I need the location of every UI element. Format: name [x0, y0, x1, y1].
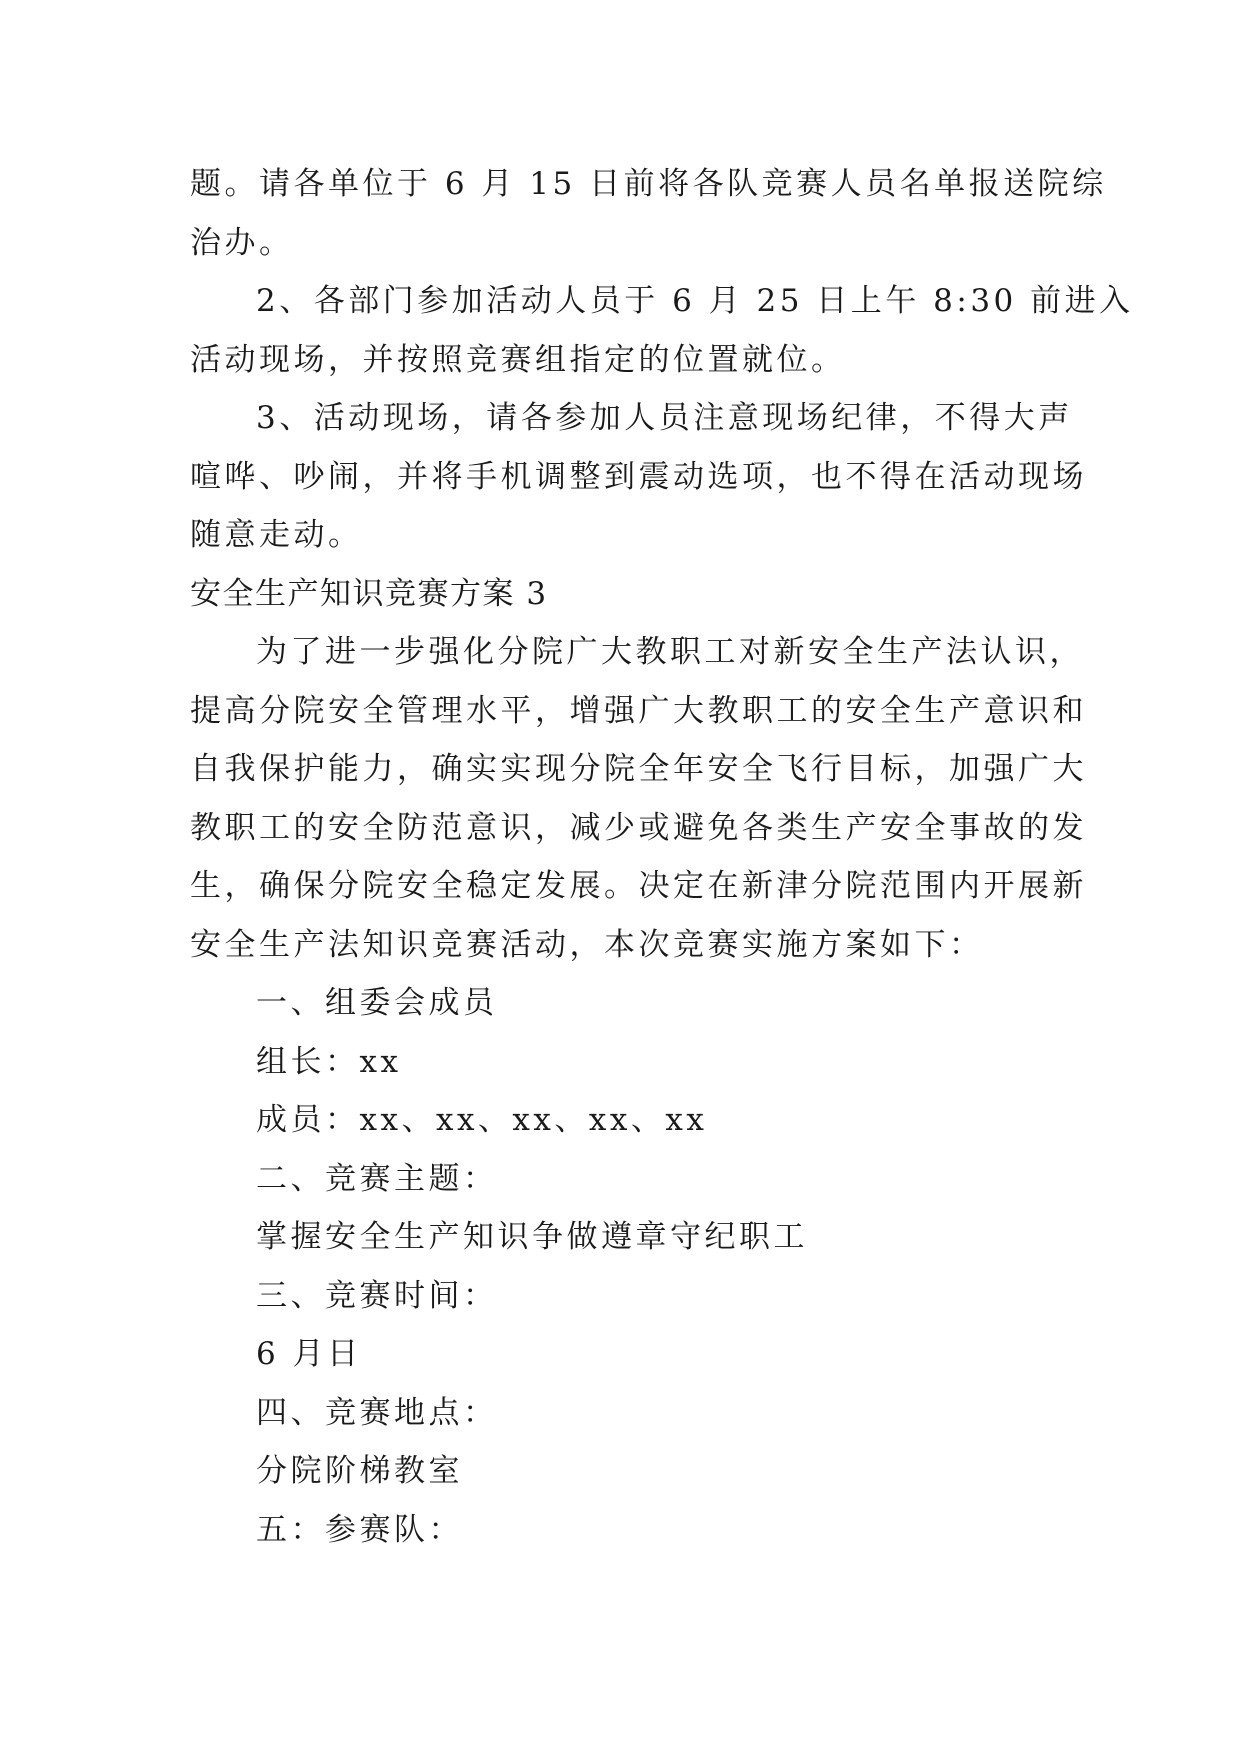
document-body	[190, 155, 1134, 1559]
text-line: 题。请各单位于 6 月 15 日前将各队竞赛人员名单报送院综	[190, 166, 1107, 202]
text-line: 喧哗、吵闹，并将手机调整到震动选项，也不得在活动现场	[190, 458, 1087, 495]
text-line: 活动现场，并按照竞赛组指定的位置就位。	[190, 341, 846, 378]
text-line: 成员：xx、xx、xx、xx、xx	[256, 1102, 708, 1138]
text-line: 分院阶梯教室	[256, 1453, 463, 1489]
text-line: 提高分院安全管理水平，增强广大教职工的安全生产意识和	[190, 692, 1087, 729]
text-line: 为了进一步强化分院广大教职工对新安全生产法认识，	[256, 634, 1084, 670]
text-line: 随意走动。	[190, 517, 363, 553]
text-line: 组长：xx	[256, 1043, 402, 1080]
text-line: 二、竞赛主题：	[256, 1160, 498, 1197]
text-line: 四、竞赛地点：	[256, 1394, 498, 1431]
text-line: 治办。	[190, 224, 294, 261]
section-heading: 安全生产知识竞赛方案 3	[190, 575, 548, 612]
text-line: 安全生产法知识竞赛活动，本次竞赛实施方案如下：	[190, 926, 984, 963]
text-line: 3、活动现场，请各参加人员注意现场纪律，不得大声	[256, 400, 1073, 436]
text-line: 一、组委会成员	[256, 985, 498, 1021]
text-line: 6 月日	[256, 1336, 362, 1372]
text-line: 教职工的安全防范意识，减少或避免各类生产安全事故的发	[190, 809, 1087, 846]
text-line: 五：参赛队：	[256, 1511, 463, 1548]
text-line: 2、各部门参加活动人员于 6 月 25 日上午 8:30 前进入	[256, 283, 1134, 319]
text-line: 自我保护能力，确实实现分院全年安全飞行目标，加强广大	[190, 751, 1087, 787]
text-line: 生，确保分院安全稳定发展。决定在新津分院范围内开展新	[190, 868, 1087, 904]
text-line: 三、竞赛时间：	[256, 1277, 498, 1314]
text-line: 掌握安全生产知识争做遵章守纪职工	[256, 1219, 808, 1255]
